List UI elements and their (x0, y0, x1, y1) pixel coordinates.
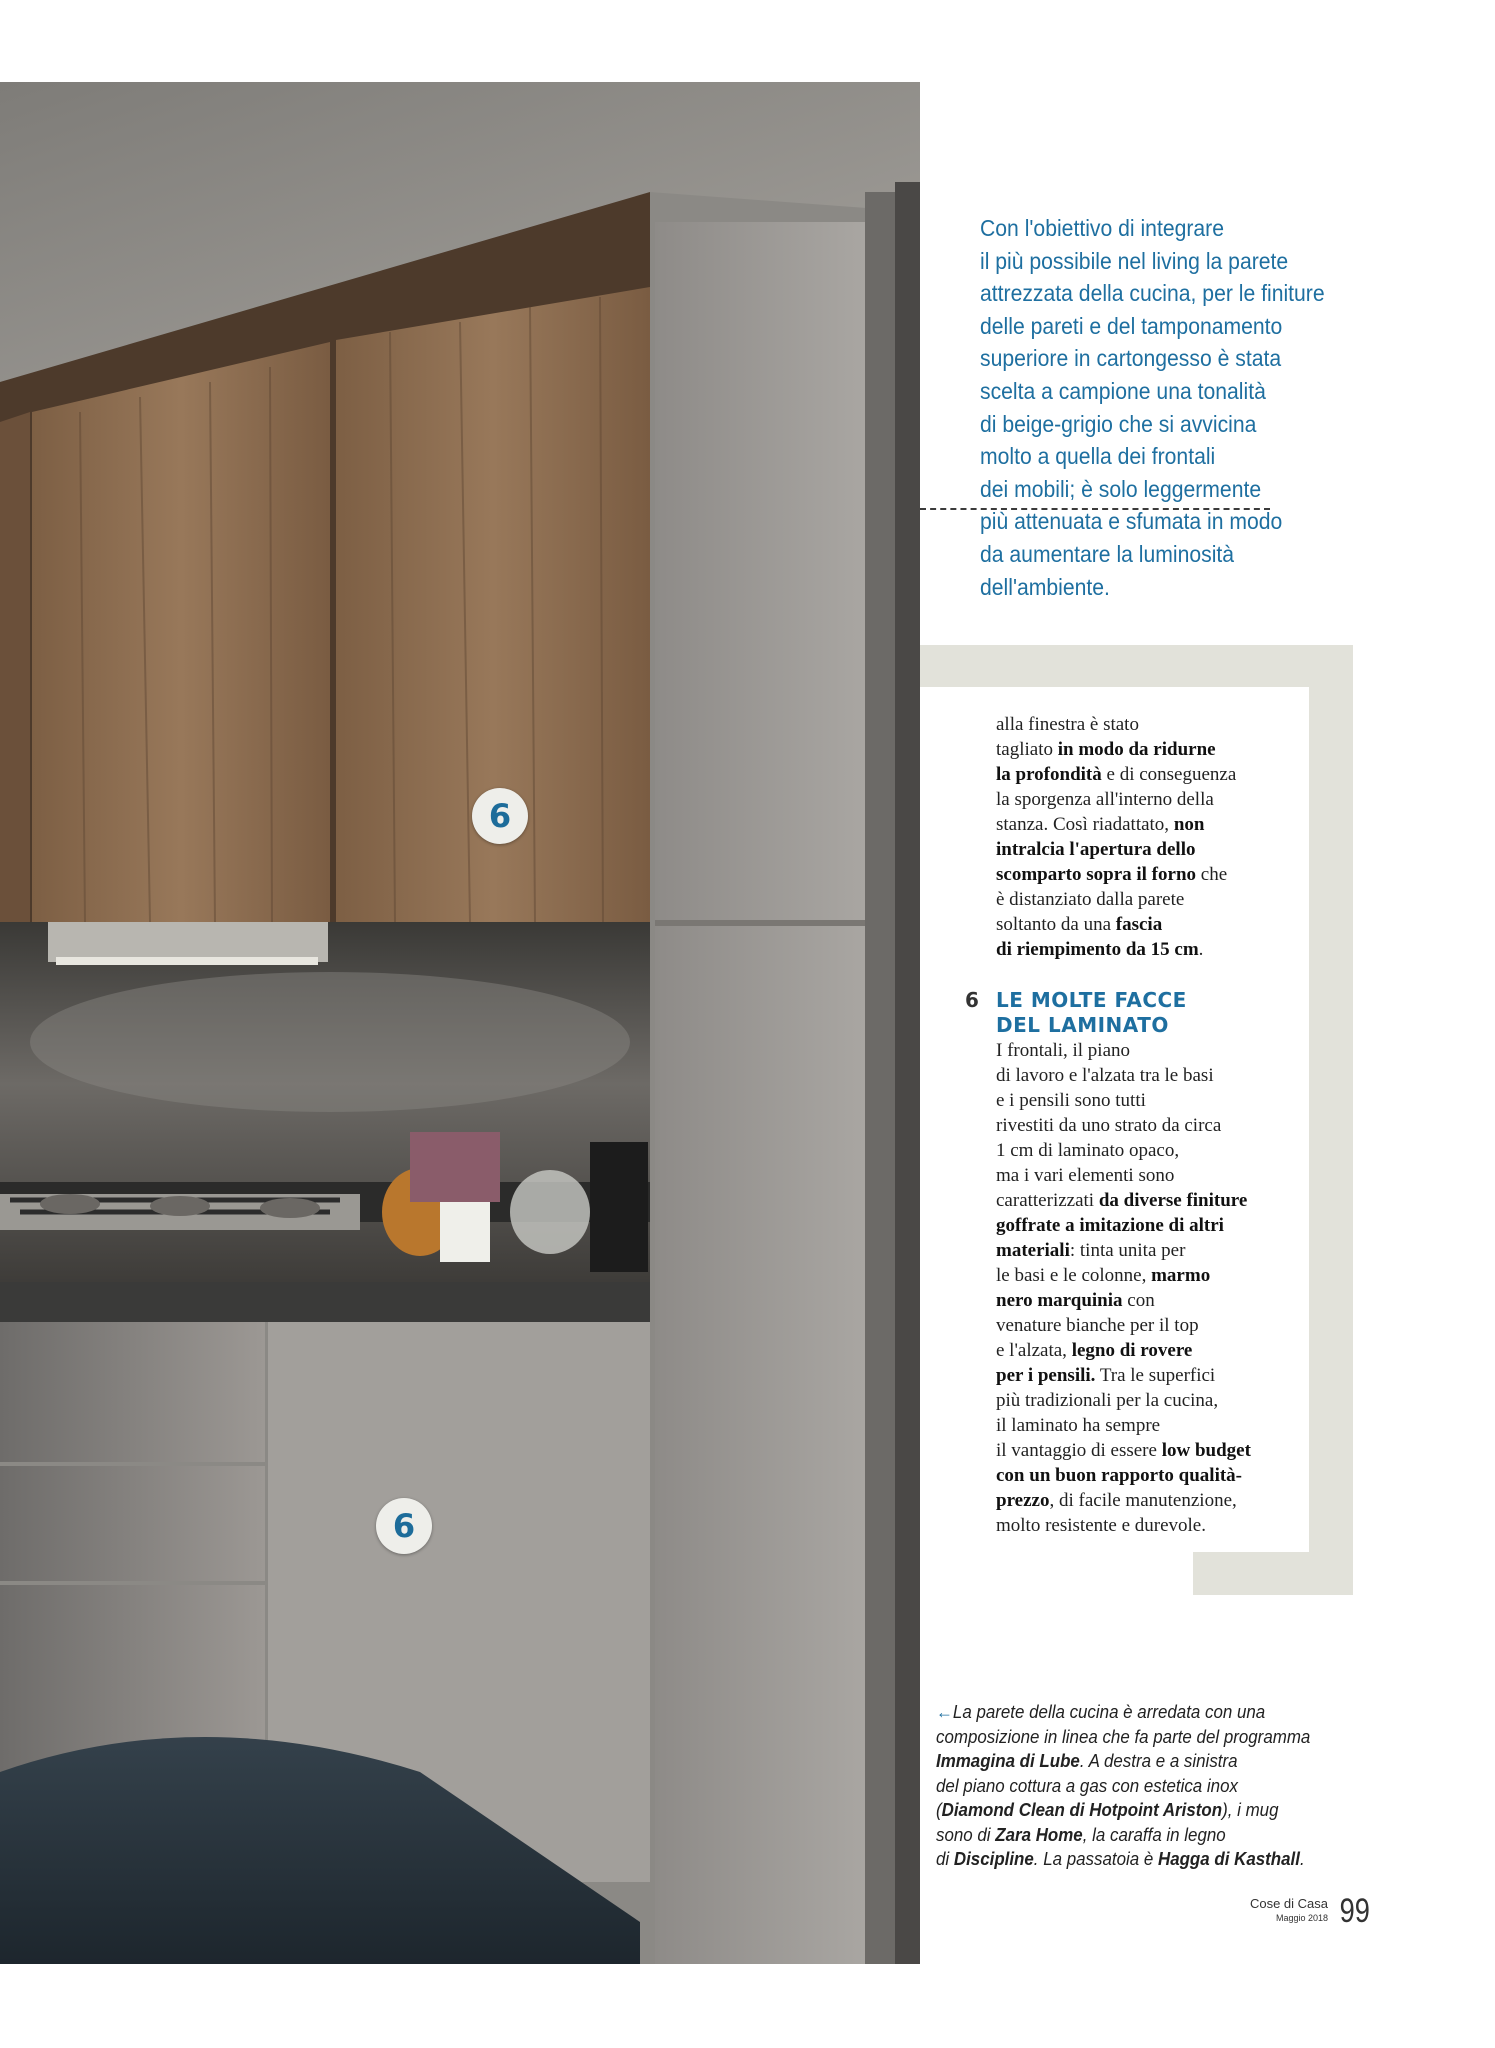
text-line: intralcia l'apertura dello (996, 839, 1196, 860)
quote-line: attrezzata della cucina, per le finiture (980, 280, 1325, 307)
text-line: e l'alzata, legno di rovere (996, 1340, 1193, 1361)
text-line: la profondità e di conseguenza (996, 764, 1237, 785)
article-intro (996, 712, 1306, 962)
text-line: molto resistente e durevole. (996, 1515, 1206, 1536)
caption-line: Immagina di Lube. A destra e a sinistra (936, 1751, 1238, 1771)
quote-line: di beige-grigio che si avvicina (980, 410, 1257, 437)
arrow-left-icon: ← (936, 1702, 953, 1722)
kitchen-illustration (0, 82, 920, 1964)
text-line: il vantaggio di essere low budget (996, 1440, 1251, 1461)
box-frame-right (1309, 645, 1353, 1595)
text-line: di riempimento da 15 cm. (996, 939, 1204, 960)
text-line: soltanto da una fascia (996, 914, 1163, 935)
text-line: è distanziato dalla parete (996, 889, 1185, 910)
callout-6-badge-top: 6 (472, 788, 528, 844)
text-line: materiali: tinta unita per (996, 1240, 1186, 1261)
caption-line: (Diamond Clean di Hotpoint Ariston), i mug (936, 1800, 1279, 1820)
section-number: 6 (965, 988, 980, 1012)
kitchen-photo (0, 82, 920, 1964)
text-line: ma i vari elementi sono (996, 1165, 1175, 1186)
quote-line: il più possibile nel living la parete (980, 247, 1289, 274)
quote-line: superiore in cartongesso è stata (980, 345, 1282, 372)
section-body (996, 1038, 1306, 1538)
text-line: per i pensili. Tra le superfici (996, 1365, 1216, 1386)
quote-line: da aumentare la luminosità (980, 540, 1235, 567)
issue-date: Maggio 2018 (1275, 1913, 1328, 1923)
page-folio (1240, 1892, 1370, 1932)
quote-line: scelta a campione una tonalità (980, 377, 1266, 404)
page-number: 99 (1339, 1892, 1370, 1930)
text-line: rivestiti da uno strato da circa (996, 1115, 1222, 1136)
section-title-line-2: DEL LAMINATO (996, 1013, 1169, 1037)
text-line: 1 cm di laminato opaco, (996, 1140, 1180, 1161)
text-line: il laminato ha sempre (996, 1415, 1161, 1436)
box-frame-top (920, 645, 1353, 687)
quote-line: dei mobili; è solo leggermente (980, 475, 1262, 502)
caption-line: sono di Zara Home, la caraffa in legno (936, 1824, 1226, 1845)
text-line: tagliato in modo da ridurne (996, 739, 1216, 760)
text-line: più tradizionali per la cucina, (996, 1390, 1219, 1411)
quote-line: delle pareti e del tamponamento (980, 312, 1283, 339)
quote-line: Con l'obiettivo di integrare (980, 215, 1225, 241)
caption-line: di Discipline. La passatoia è Hagga di Kasthall. (936, 1849, 1305, 1869)
text-line: nero marquinia con (996, 1290, 1155, 1311)
photo-caption (936, 1700, 1331, 1872)
quote-line: molto a quella dei frontali (980, 443, 1216, 470)
text-line: di lavoro e l'alzata tra le basi (996, 1065, 1214, 1086)
section-title-line-1: LE MOLTE FACCE (996, 988, 1187, 1012)
text-line: prezzo, di facile manutenzione, (996, 1490, 1237, 1511)
text-line: le basi e le colonne, marmo (996, 1265, 1211, 1286)
text-line: venature bianche per il top (996, 1315, 1199, 1336)
callout-6-badge-bottom: 6 (376, 1498, 432, 1554)
text-line: la sporgenza all'interno della (996, 789, 1214, 810)
caption-line: del piano cottura a gas con estetica inox (936, 1775, 1238, 1796)
text-line: alla finestra è stato (996, 714, 1139, 735)
text-line: con un buon rapporto qualità- (996, 1465, 1243, 1486)
quote-line: dell'ambiente. (980, 573, 1110, 600)
quote-line: più attenuata e sfumata in modo (980, 508, 1283, 535)
pull-quote (980, 212, 1366, 603)
text-line: e i pensili sono tutti (996, 1090, 1146, 1111)
box-frame-bottom (1193, 1552, 1353, 1595)
text-line: I frontali, il piano (996, 1040, 1131, 1061)
text-line: scomparto sopra il forno che (996, 864, 1228, 885)
magazine-name: Cose di Casa (1249, 1896, 1328, 1911)
text-line: goffrate a imitazione di altri (996, 1215, 1224, 1236)
caption-line: ←La parete della cucina è arredata con una (936, 1702, 1266, 1722)
caption-line: composizione in linea che fa parte del programma (936, 1726, 1311, 1747)
text-line: caratterizzati da diverse finiture (996, 1190, 1248, 1211)
text-line: stanza. Così riadattato, non (996, 814, 1205, 835)
